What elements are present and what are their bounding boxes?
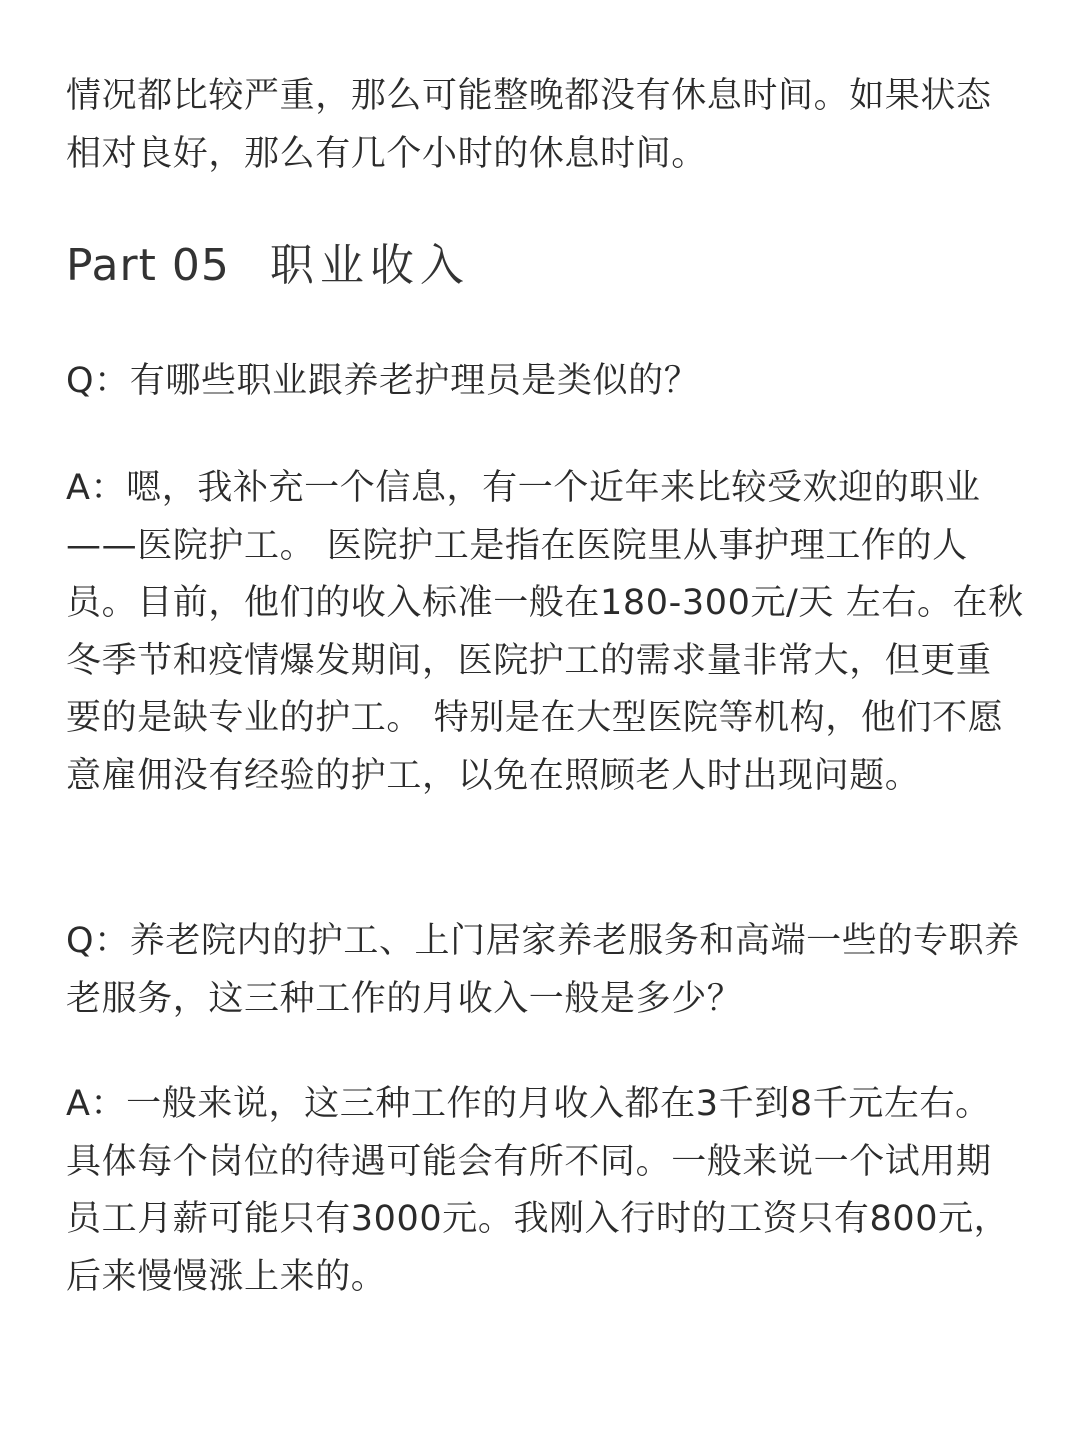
section-title: 职业收入 <box>269 240 470 291</box>
section-heading <box>66 236 470 296</box>
intro-paragraph: 情况都比较严重，那么可能整晚都没有休息时间。如果状态相对良好，那么有几个小时的休息时间。 <box>66 76 992 174</box>
answer-2: A：一般来说，这三种工作的月收入都在3千到8千元左右。具体每个岗位的待遇可能会有所不同。一般来说一个试用期员工月薪可能只有3000元。我刚入行时的工资只有800元，后来慢慢涨上来的。 <box>66 1084 1010 1297</box>
question-2: Q：养老院内的护工、上门居家养老服务和高端一些的专职养老服务，这三种工作的月收入一般是多少？ <box>66 921 1020 1019</box>
answer-1: A：嗯，我补充一个信息，有一个近年来比较受欢迎的职业——医院护工。 医院护工是指在医院里从事护理工作的人员。目前，他们的收入标准一般在180-300元/天 左右。在秋冬季节和疫情爆发期间，医院护工的需求量非常大，但更重要的是缺专业的护工。 特别是在大型医院等机构，他们不愿意雇佣没有经验的护工，以免在照顾老人时出现问题。 <box>66 468 1024 796</box>
section-part-label: Part 05 <box>66 240 230 291</box>
question-1: Q：有哪些职业跟养老护理员是类似的？ <box>66 361 700 401</box>
